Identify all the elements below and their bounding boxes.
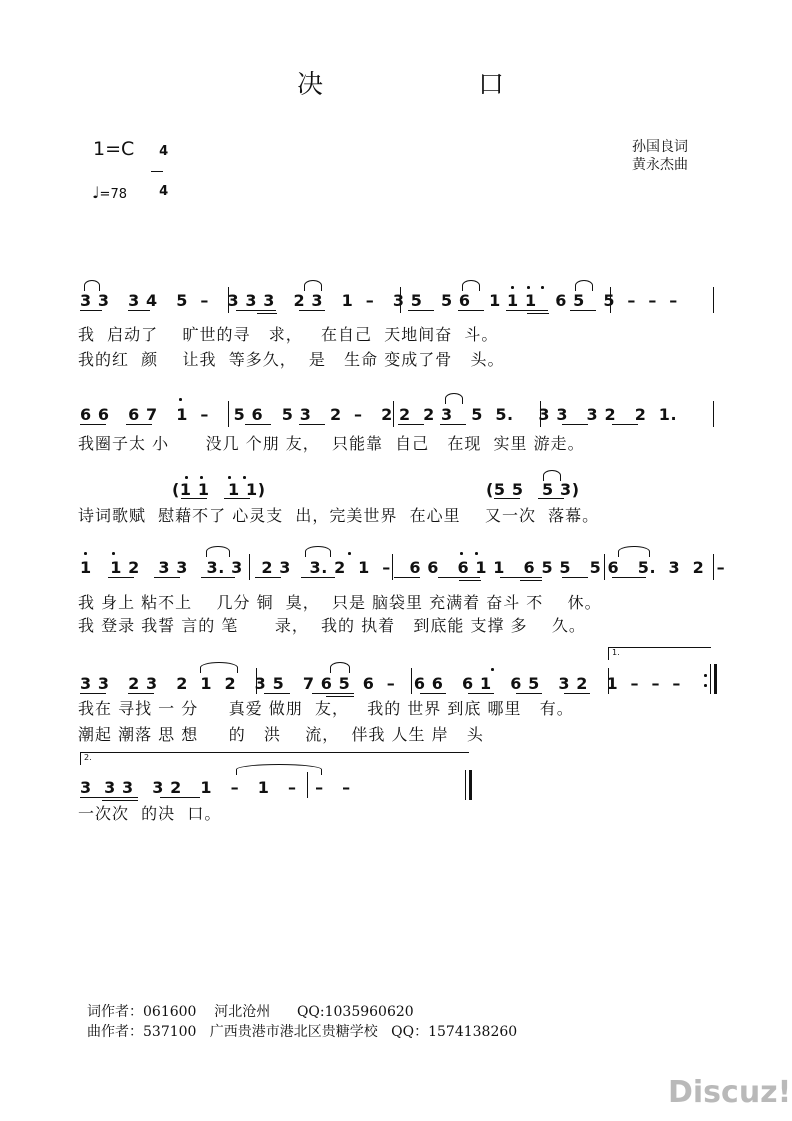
high-octave-dot xyxy=(84,552,87,555)
high-octave-dot xyxy=(228,476,231,479)
slur xyxy=(462,280,480,291)
beam-underline xyxy=(108,577,134,578)
beam-underline xyxy=(245,424,271,425)
beam-underline xyxy=(301,577,335,578)
beam-underline xyxy=(299,424,325,425)
bar-line xyxy=(610,287,611,313)
beam-underline xyxy=(312,693,354,694)
volta-1-bracket xyxy=(608,647,711,660)
bar-line xyxy=(393,401,394,427)
repeat-bar-thick xyxy=(714,664,717,694)
beam-underline xyxy=(408,310,434,311)
repeat-dot xyxy=(704,674,707,677)
slur xyxy=(305,546,331,557)
volta-2-label: 2. xyxy=(84,753,92,762)
bar-line xyxy=(540,401,541,427)
page-title-second-char: 口 xyxy=(478,70,505,100)
high-octave-dot xyxy=(179,398,182,401)
composer-contact: 曲作者：537100 广西贵港市港北区贵糖学校 QQ：1574138260 xyxy=(87,1024,518,1040)
volta-1-label: 1. xyxy=(612,648,620,657)
watermark-logo: Discuz! xyxy=(668,1075,792,1110)
beam-underline xyxy=(458,310,484,311)
beam-underline xyxy=(264,693,290,694)
notation-row-6: 3 3 3 3 2 1 – 1 – – – xyxy=(80,778,351,797)
slur xyxy=(200,662,238,673)
meter-line xyxy=(151,171,163,173)
slur xyxy=(84,280,100,291)
beam-underline xyxy=(201,577,235,578)
lyricist-contact: 词作者：061600 河北沧州 QQ:1035960620 xyxy=(87,1004,414,1020)
bar-line xyxy=(249,554,250,580)
bar-line xyxy=(713,287,714,313)
beam-underline xyxy=(255,577,281,578)
bar-line xyxy=(307,772,308,798)
beam-underline xyxy=(438,577,480,578)
composer-credit: 黄永杰曲 xyxy=(632,157,688,173)
lyrics-row-3: 诗词歌赋 慰藉不了 心灵支 出，完美世界 在心里 又一次 落幕。 xyxy=(78,506,600,525)
notation-row-4: 1 1 2 3 3 3. 3 2 3 3. 2 1 – 6 6 6 1 1 6 5 5 5 6 5. 3 2 – xyxy=(80,558,726,577)
quarter-note-icon: ♩ xyxy=(92,183,100,202)
bar-line xyxy=(713,401,714,427)
bar-line xyxy=(604,554,605,580)
lyrics-row-4-verse-1: 我 身上 粘不上 几分 铜 臭， 只是 脑袋里 充满着 奋斗 不 休。 xyxy=(78,593,602,612)
beam-underline xyxy=(440,424,466,425)
bar-line xyxy=(228,401,229,427)
beam-underline xyxy=(236,310,276,311)
slur xyxy=(330,662,350,673)
beam-underline xyxy=(420,693,446,694)
beam-underline xyxy=(564,693,590,694)
meter-top: 4 xyxy=(159,144,169,159)
beam-underline xyxy=(257,313,277,314)
interlude-notes-left: (1 1 1 1) xyxy=(172,480,266,499)
beam-underline xyxy=(181,498,207,499)
lyrics-row-1-verse-2: 我的红 颜 让我 等多久， 是 生命 变成了骨 头。 xyxy=(78,350,505,369)
tie xyxy=(236,764,322,775)
lyrics-row-5-verse-2: 潮起 潮落 思 想 的 洪 流， 伴我 人生 岸 头 xyxy=(78,725,484,744)
beam-underline xyxy=(80,693,106,694)
beam-underline xyxy=(612,577,646,578)
key-signature: 1=C xyxy=(93,138,135,160)
beam-underline xyxy=(506,310,548,311)
beam-underline xyxy=(154,577,180,578)
bar-line xyxy=(608,668,609,694)
beam-underline xyxy=(128,310,150,311)
lyrics-row-4-verse-2: 我 登录 我誓 言的 笔 录， 我的 执着 到底能 支撑 多 久。 xyxy=(78,616,586,635)
bar-line xyxy=(228,287,229,313)
slur xyxy=(304,280,322,291)
beam-underline xyxy=(570,310,596,311)
high-octave-dot xyxy=(200,476,203,479)
beam-underline xyxy=(612,424,638,425)
high-octave-dot xyxy=(475,552,478,555)
beam-underline xyxy=(224,498,250,499)
high-octave-dot xyxy=(491,668,494,671)
beam-underline xyxy=(538,498,564,499)
beam-underline xyxy=(80,424,106,425)
tempo-value: =78 xyxy=(99,187,127,202)
bar-line xyxy=(400,287,401,313)
beam-underline xyxy=(520,580,542,581)
repeat-dot xyxy=(704,684,707,687)
time-signature xyxy=(150,134,169,199)
bar-line xyxy=(713,554,714,580)
lyricist-credit: 孙国良词 xyxy=(632,139,688,155)
slur xyxy=(445,393,463,404)
high-octave-dot xyxy=(511,286,514,289)
lyrics-row-1-verse-1: 我 启动了 旷世的寻 求， 在自己 天地间奋 斗。 xyxy=(78,325,499,344)
tempo-marking xyxy=(92,183,127,202)
bar-line xyxy=(256,668,257,694)
beam-underline xyxy=(562,577,588,578)
high-octave-dot xyxy=(348,552,351,555)
notation-row-5: 3 3 2 3 2 1 2 3 5 7 6 5 6 – 6 6 6 1 6 5 3 2 1 – – – xyxy=(80,674,682,693)
beam-underline xyxy=(398,424,424,425)
high-octave-dot xyxy=(243,476,246,479)
high-octave-dot xyxy=(460,552,463,555)
high-octave-dot xyxy=(527,286,530,289)
lyrics-row-2: 我圈子太 小 没几 个朋 友， 只能靠 自己 在现 实里 游走。 xyxy=(78,434,585,453)
beam-underline xyxy=(459,580,481,581)
notation-row-1: 3 3 3 4 5 – 3 3 3 2 3 1 – 3 5 5 6 1 1 1 6 5 5 – – – xyxy=(80,291,678,310)
lyrics-row-5-verse-1: 我在 寻找 一 分 真爱 做朋 友， 我的 世界 到底 哪里 有。 xyxy=(78,699,574,718)
slur xyxy=(618,546,650,557)
beam-underline xyxy=(468,693,494,694)
beam-underline xyxy=(128,693,154,694)
final-bar-thick xyxy=(469,770,472,800)
lyrics-row-6: 一次次 的决 口。 xyxy=(78,804,222,823)
high-octave-dot xyxy=(541,286,544,289)
beam-underline xyxy=(80,797,138,798)
beam-underline xyxy=(160,797,200,798)
meter-bottom: 4 xyxy=(159,184,169,199)
repeat-bar-thin xyxy=(710,664,711,694)
beam-underline xyxy=(562,424,588,425)
beam-underline xyxy=(126,424,152,425)
interlude-notes-right: (5 5 5 3) xyxy=(486,480,580,499)
bar-line xyxy=(411,668,412,694)
page-title: 决 xyxy=(297,70,324,100)
beam-underline xyxy=(516,693,542,694)
high-octave-dot xyxy=(112,552,115,555)
slur xyxy=(206,546,230,557)
beam-underline xyxy=(500,577,542,578)
beam-underline xyxy=(494,498,520,499)
bar-line xyxy=(392,554,393,580)
final-bar-thin xyxy=(465,770,466,800)
beam-underline xyxy=(299,310,325,311)
high-octave-dot xyxy=(185,476,188,479)
beam-underline xyxy=(80,310,102,311)
slur xyxy=(543,470,561,481)
beam-underline xyxy=(394,577,420,578)
beam-underline xyxy=(527,313,549,314)
slur xyxy=(575,280,593,291)
notation-row-2: 6 6 6 7 1 – 5 6 5 3 2 – 2 2 2 3 5 5. 3 3 3 2 2 1. xyxy=(80,405,678,424)
